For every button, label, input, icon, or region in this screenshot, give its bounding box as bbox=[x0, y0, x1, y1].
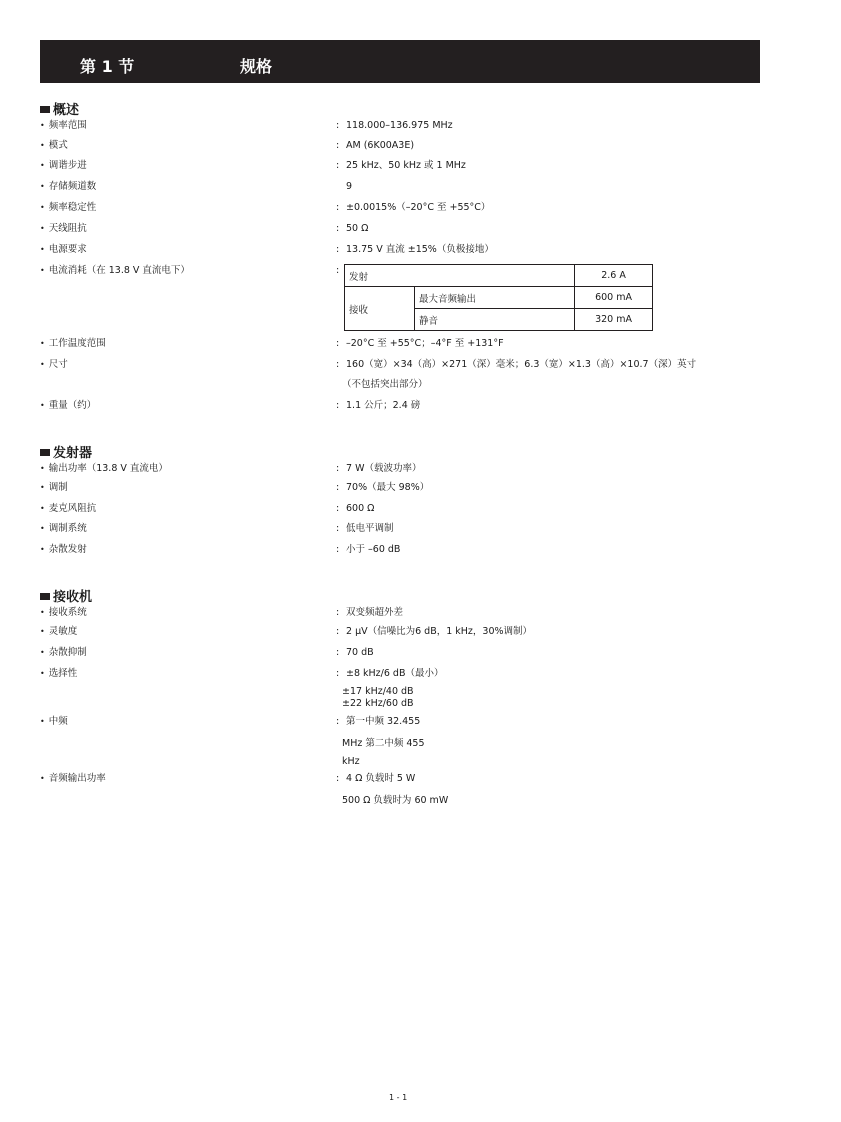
spec-label: • 中频 bbox=[40, 716, 68, 728]
transmit-value: 2.6 A bbox=[575, 265, 653, 287]
max-audio-value: 600 mA bbox=[575, 287, 653, 309]
spec-value: AM (6K00A3E) bbox=[346, 140, 415, 151]
spec-value: ±0.0015%（–20°C 至 +55°C） bbox=[346, 202, 491, 213]
square-bullet-icon bbox=[40, 593, 50, 600]
spec-label: • 灵敏度 bbox=[40, 626, 77, 638]
spec-value-extra: ±22 kHz/60 dB bbox=[342, 698, 414, 709]
spec-value-extra: ±17 kHz/40 dB bbox=[342, 686, 414, 697]
spec-label: • 杂散发射 bbox=[40, 544, 87, 556]
spec-label: • 输出功率（13.8 V 直流电） bbox=[40, 463, 168, 475]
spec-value-extra: 500 Ω 负载时为 60 mW bbox=[342, 795, 449, 806]
spec-value: 双变频超外差 bbox=[346, 607, 404, 618]
square-bullet-icon bbox=[40, 106, 50, 113]
spec-value: –20°C 至 +55°C；–4°F 至 +131°F bbox=[346, 338, 504, 349]
spec-label: • 模式 bbox=[40, 140, 68, 152]
spec-value: 1.1 公斤；2.4 磅 bbox=[346, 400, 421, 411]
spec-label: • 频率稳定性 bbox=[40, 202, 96, 214]
spec-label: • 存储频道数 bbox=[40, 181, 96, 193]
spec-label: • 接收系统 bbox=[40, 607, 87, 619]
spec-value: 小于 –60 dB bbox=[346, 544, 401, 555]
spec-value-note: （不包括突出部分） bbox=[342, 379, 428, 390]
transmitter-heading: 发射器 bbox=[40, 446, 92, 462]
spec-value: 70 dB bbox=[346, 647, 374, 658]
spec-value: 7 W（载波功率） bbox=[346, 463, 422, 474]
spec-label: • 调制 bbox=[40, 482, 68, 494]
squelch-value: 320 mA bbox=[575, 309, 653, 331]
spec-label: • 工作温度范围 bbox=[40, 338, 106, 350]
spec-value: 25 kHz、50 kHz 或 1 MHz bbox=[346, 160, 466, 171]
spec-value-extra: MHz 第二中频 455 bbox=[342, 738, 425, 749]
spec-label: • 尺寸 bbox=[40, 359, 68, 371]
spec-value: ±8 kHz/6 dB（最小） bbox=[346, 668, 444, 679]
spec-value: 低电平调制 bbox=[346, 523, 394, 534]
spec-label: • 音频输出功率 bbox=[40, 773, 106, 785]
spec-label: • 电流消耗（在 13.8 V 直流电下） bbox=[40, 265, 190, 277]
square-bullet-icon bbox=[40, 449, 50, 456]
spec-value: 第一中频 32.455 bbox=[346, 716, 421, 727]
spec-value: 118.000–136.975 MHz bbox=[346, 120, 453, 131]
receive-label: 接收 bbox=[345, 287, 415, 331]
spec-label: • 天线阻抗 bbox=[40, 223, 87, 235]
spec-label: • 调谐步进 bbox=[40, 160, 87, 172]
table-row bbox=[345, 265, 653, 287]
spec-value-extra: kHz bbox=[342, 756, 360, 767]
spec-label: • 重量（约） bbox=[40, 400, 96, 412]
spec-value: 9 bbox=[346, 181, 353, 192]
spec-label: • 麦克风阻抗 bbox=[40, 503, 96, 515]
spec-label: • 电源要求 bbox=[40, 244, 87, 256]
spec-label: • 频率范围 bbox=[40, 120, 87, 132]
spec-label: • 杂散抑制 bbox=[40, 647, 87, 659]
receiver-heading: 接收机 bbox=[40, 590, 92, 606]
section-title: 规格 bbox=[240, 57, 273, 76]
max-audio-label: 最大音频输出 bbox=[415, 287, 575, 309]
spec-value: 13.75 V 直流 ±15%（负极接地） bbox=[346, 244, 494, 255]
page-number: 1 - 1 bbox=[389, 1093, 408, 1102]
current-consumption-table bbox=[344, 264, 653, 331]
spec-label: • 调制系统 bbox=[40, 523, 87, 535]
general-heading: 概述 bbox=[40, 103, 79, 119]
transmit-label: 发射 bbox=[345, 265, 575, 287]
table-row bbox=[345, 287, 653, 309]
section-header bbox=[40, 40, 760, 83]
spec-value: 4 Ω 负载时 5 W bbox=[346, 773, 416, 784]
spec-label: • 选择性 bbox=[40, 668, 77, 680]
squelch-label: 静音 bbox=[415, 309, 575, 331]
spec-value: 600 Ω bbox=[346, 503, 375, 514]
spec-value: 50 Ω bbox=[346, 223, 369, 234]
section-number: 第 1 节 bbox=[80, 57, 135, 76]
spec-value: 160（宽）×34（高）×271（深）毫米；6.3（宽）×1.3（高）×10.7（深）英寸 bbox=[346, 359, 697, 370]
spec-value: 70%（最大 98%） bbox=[346, 482, 430, 493]
spec-value: 2 μV（信噪比为6 dB，1 kHz，30%调制） bbox=[346, 626, 533, 637]
